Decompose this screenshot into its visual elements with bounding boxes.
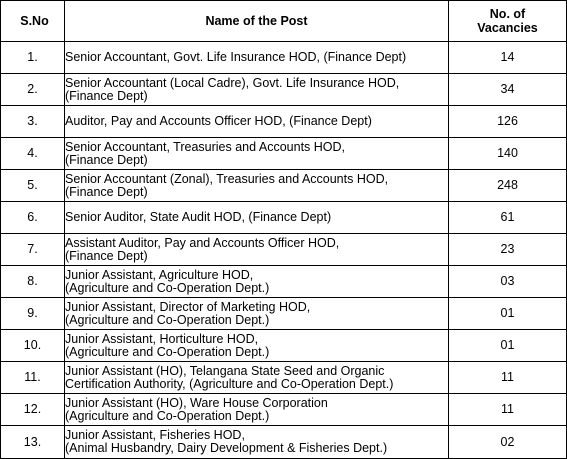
header-post-name: Name of the Post [65,1,449,42]
cell-post-name [65,138,449,170]
table-row [1,394,567,426]
post-name-line: Auditor, Pay and Accounts Officer HOD, (Finance Dept) [65,114,372,128]
table-row [1,234,567,266]
cell-sno: 11. [1,362,65,394]
cell-vacancies: 61 [449,202,567,234]
cell-sno: 1. [1,42,65,74]
post-name-line: Senior Auditor, State Audit HOD, (Finance Dept) [65,210,332,224]
post-name-line: Junior Assistant, Horticulture HOD, [65,331,259,346]
cell-sno: 5. [1,170,65,202]
cell-vacancies: 02 [449,426,567,459]
cell-vacancies: 11 [449,362,567,394]
cell-sno: 2. [1,74,65,106]
post-name-line: Junior Assistant, Fisheries HOD, [65,428,245,442]
cell-post-name [65,298,449,330]
cell-sno: 9. [1,298,65,330]
post-name-line: (Finance Dept) [65,184,148,199]
cell-vacancies: 01 [449,298,567,330]
cell-post-name [65,394,449,426]
post-name-line: (Agriculture and Co-Operation Dept.) [65,312,270,327]
post-name-line: (Finance Dept) [65,88,148,103]
cell-sno: 8. [1,266,65,298]
cell-post-name [65,170,449,202]
cell-sno: 12. [1,394,65,426]
cell-post-name [65,330,449,362]
table-row [1,74,567,106]
post-name-line: Junior Assistant, Director of Marketing HOD, [65,299,311,314]
cell-post-name [65,202,449,234]
cell-vacancies: 23 [449,234,567,266]
post-name-line: Senior Accountant, Govt. Life Insurance HOD, (Finance Dept) [65,50,407,64]
header-vacancies [449,1,567,42]
header-sno: S.No [1,1,65,42]
cell-vacancies: 11 [449,394,567,426]
cell-post-name [65,362,449,394]
post-name-line: Senior Accountant (Local Cadre), Govt. Life Insurance HOD, [65,75,400,90]
cell-post-name [65,234,449,266]
post-name-line: Junior Assistant, Agriculture HOD, [65,267,254,282]
post-name-line: (Agriculture and Co-Operation Dept.) [65,280,270,295]
cell-sno: 7. [1,234,65,266]
cell-post-name [65,266,449,298]
cell-vacancies: 14 [449,42,567,74]
table-row [1,138,567,170]
cell-post-name [65,42,449,74]
post-name-line: (Finance Dept) [65,152,148,167]
table-row [1,202,567,234]
post-name-line: Assistant Auditor, Pay and Accounts Officer HOD, [65,235,340,250]
post-name-line: Junior Assistant (HO), Telangana State Seed and Organic [65,363,385,378]
cell-vacancies: 03 [449,266,567,298]
post-name-line: Certification Authority, (Agriculture and Co-Operation Dept.) [65,376,394,391]
table-row [1,106,567,138]
post-name-line: Junior Assistant (HO), Ware House Corporation [65,395,328,410]
cell-sno: 6. [1,202,65,234]
header-vacancies-line2: Vacancies [477,21,538,35]
table-body [1,42,567,459]
cell-vacancies: 34 [449,74,567,106]
table-row [1,170,567,202]
header-row [1,1,567,42]
cell-sno: 13. [1,426,65,459]
post-name-line: (Agriculture and Co-Operation Dept.) [65,408,270,423]
header-vacancies-line1: No. of [489,7,526,21]
table-header [1,1,567,42]
cell-vacancies: 01 [449,330,567,362]
cell-vacancies: 140 [449,138,567,170]
cell-sno: 10. [1,330,65,362]
cell-post-name [65,426,449,459]
post-name-line: (Finance Dept) [65,248,148,263]
post-name-line: Senior Accountant (Zonal), Treasuries and Accounts HOD, [65,171,389,186]
cell-vacancies: 248 [449,170,567,202]
table-row [1,330,567,362]
post-name-line: (Animal Husbandry, Dairy Development & Fisheries Dept.) [65,441,388,455]
table-row [1,266,567,298]
table-row [1,42,567,74]
post-name-line: Senior Accountant, Treasuries and Accounts HOD, [65,139,346,154]
cell-post-name [65,106,449,138]
cell-sno: 3. [1,106,65,138]
table-row [1,426,567,459]
table-row [1,362,567,394]
table-row [1,298,567,330]
cell-sno: 4. [1,138,65,170]
cell-vacancies: 126 [449,106,567,138]
cell-post-name [65,74,449,106]
post-name-line: (Agriculture and Co-Operation Dept.) [65,344,270,359]
